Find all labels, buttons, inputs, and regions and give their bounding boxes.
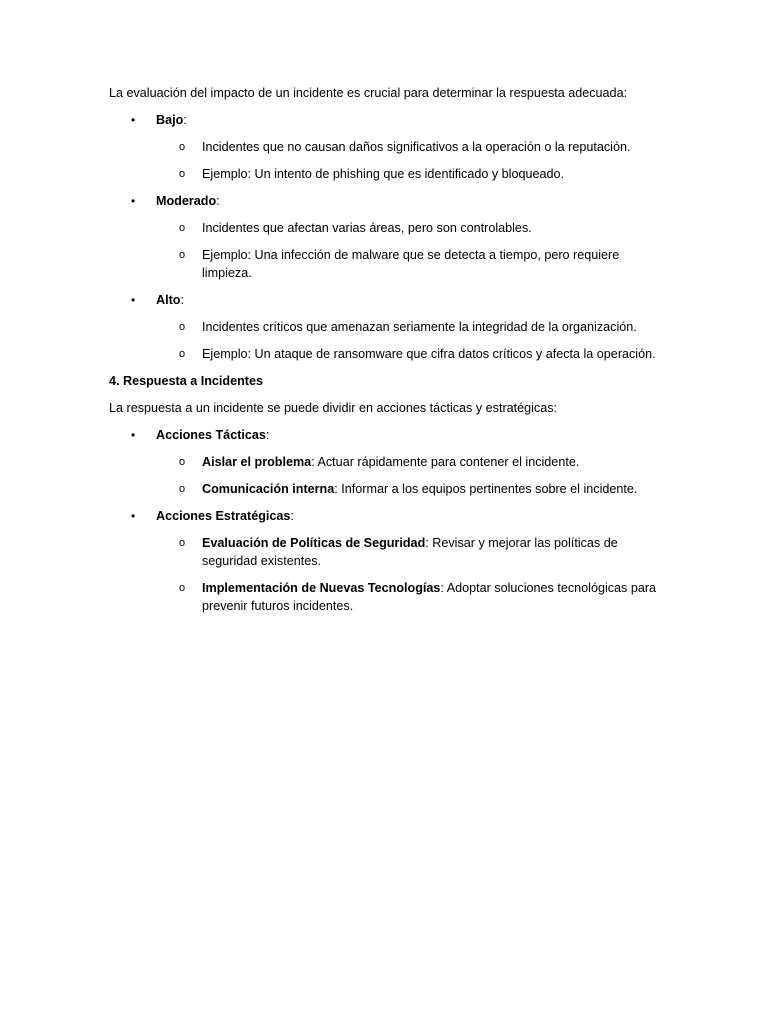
bullet-icon: • <box>131 194 136 208</box>
list-item <box>109 453 669 471</box>
sub-bullet-icon: o <box>179 483 186 495</box>
list-item <box>109 219 669 237</box>
list-item <box>109 138 669 156</box>
response-intro: La respuesta a un incidente se puede dividir en acciones tácticas y estratégicas: <box>109 401 558 415</box>
response-group-label: Acciones Tácticas <box>156 428 266 442</box>
list-item-text: Incidentes que no causan daños significativos a la operación o la reputación. <box>202 140 631 154</box>
sub-bullet-icon: o <box>179 168 186 180</box>
sub-bullet-icon: o <box>179 348 186 360</box>
list-item-term: Comunicación interna <box>202 482 335 496</box>
list-item <box>109 579 669 615</box>
sub-bullet-icon: o <box>179 582 186 594</box>
response-group-tacticas <box>109 426 669 444</box>
label-colon: : <box>180 293 184 307</box>
list-item-term: Implementación de Nuevas Tecnologías <box>202 581 441 595</box>
label-colon: : <box>290 509 294 523</box>
list-item-text: Incidentes críticos que amenazan seriamente la integridad de la organización. <box>202 320 637 334</box>
list-item-text: : Informar a los equipos pertinentes sobre el incidente. <box>334 482 638 496</box>
list-item-text: : Adoptar soluciones tecnológicas para prevenir futuros incidentes. <box>202 581 657 613</box>
list-item-text: Ejemplo: Un ataque de ransomware que cifra datos críticos y afecta la operación. <box>202 347 656 361</box>
list-item <box>109 345 669 363</box>
bullet-icon: • <box>131 293 136 307</box>
sub-bullet-icon: o <box>179 321 186 333</box>
list-item-text: Ejemplo: Una infección de malware que se detecta a tiempo, pero requiere limpieza. <box>202 248 620 280</box>
document-page <box>109 84 669 624</box>
impact-level-bajo <box>109 111 669 129</box>
list-item-text: : Revisar y mejorar las políticas de seguridad existentes. <box>202 536 618 568</box>
sub-bullet-icon: o <box>179 456 186 468</box>
list-item <box>109 165 669 183</box>
sub-bullet-icon: o <box>179 249 186 261</box>
label-colon: : <box>216 194 220 208</box>
list-item <box>109 480 669 498</box>
list-item-term: Aislar el problema <box>202 455 312 469</box>
impact-intro: La evaluación del impacto de un incidente es crucial para determinar la respuesta adecuada: <box>109 86 628 100</box>
label-colon: : <box>183 113 187 127</box>
impact-level-moderado <box>109 192 669 210</box>
list-item-text: Ejemplo: Un intento de phishing que es identificado y bloqueado. <box>202 167 564 181</box>
impact-level-label: Moderado <box>156 194 217 208</box>
list-item-text: : Actuar rápidamente para contener el incidente. <box>311 455 580 469</box>
impact-level-alto <box>109 291 669 309</box>
list-item <box>109 318 669 336</box>
list-item-text: Incidentes que afectan varias áreas, pero son controlables. <box>202 221 532 235</box>
sub-bullet-icon: o <box>179 537 186 549</box>
list-item <box>109 246 669 282</box>
sub-bullet-icon: o <box>179 222 186 234</box>
sub-bullet-icon: o <box>179 141 186 153</box>
list-item-term: Evaluación de Políticas de Seguridad <box>202 536 426 550</box>
bullet-icon: • <box>131 428 136 442</box>
impact-level-label: Bajo <box>156 113 184 127</box>
impact-level-label: Alto <box>156 293 181 307</box>
bullet-icon: • <box>131 509 136 523</box>
bullet-icon: • <box>131 113 136 127</box>
response-group-estrategicas <box>109 507 669 525</box>
list-item <box>109 534 669 570</box>
label-colon: : <box>265 428 270 442</box>
section-heading: 4. Respuesta a Incidentes <box>109 374 263 388</box>
response-group-label: Acciones Estratégicas <box>156 509 291 523</box>
